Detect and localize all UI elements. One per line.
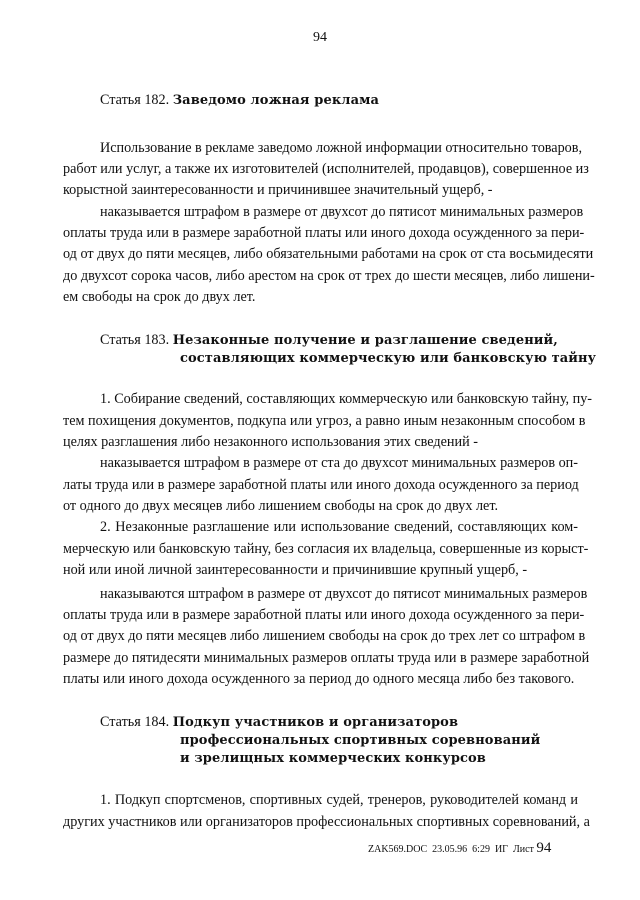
- article-184-title-line-1: Подкуп участников и организаторов: [172, 715, 459, 730]
- a183-line-3: целях разглашения либо незаконного использования этих сведений -: [63, 434, 478, 450]
- a183-line-11: оплаты труда или в размере заработной платы или иного дохода осужденного за пери-: [63, 607, 585, 623]
- article-183-prefix: Статья 183.: [100, 332, 170, 348]
- a183-line-5: латы труда или в размере заработной платы или иного дохода осужденного за период: [63, 477, 579, 493]
- article-184-prefix: Статья 184.: [100, 714, 170, 730]
- a183-line-8: мерческую или банковскую тайну, без согласия их владельца, совершенные из корыст-: [63, 541, 589, 557]
- a182-line-4: наказывается штрафом в размере от двухсот до пятисот минимальных размеров: [100, 204, 584, 220]
- a183-line-2: тем похищения документов, подкупа или угроз, а равно иным незаконным способом в: [63, 413, 586, 429]
- a182-line-7: до двухсот сорока часов, либо арестом на срок от трех до шести месяцев, либо лишени-: [63, 268, 595, 284]
- a182-line-5: оплаты труда или в размере заработной платы или иного дохода осужденного за пери-: [63, 225, 585, 241]
- footer-initials: ИГ: [494, 844, 508, 855]
- a183-line-1: 1. Собирание сведений, составляющих коммерческую или банковскую тайну, пу-: [100, 391, 593, 407]
- footer-date: 23.05.96: [432, 844, 468, 855]
- a184-line-1: 1. Подкуп спортсменов, спортивных судей, тренеров, руководителей команд и: [100, 792, 578, 808]
- article-183-title-line-2-wrap: [180, 348, 596, 369]
- a184-line-2: других участников или организаторов профессиональных спортивных соревнований, а: [63, 814, 590, 830]
- a182-line-2: работ или услуг, а также их изготовителей (исполнителей, продавцов), совершенное из: [63, 161, 589, 177]
- a183-line-14: платы или иного дохода осужденного за период до одного месяца либо без такового.: [63, 671, 575, 687]
- article-184-title-line-2: профессиональных спортивных соревнований: [180, 733, 541, 748]
- article-183-title-line-2: составляющих коммерческую или банковскую тайну: [180, 351, 597, 366]
- footer-sheet-number: 94: [536, 840, 552, 856]
- a182-line-6: од от двух до пяти месяцев, либо обязательными работами на срок от ста восьмидесяти: [63, 246, 594, 262]
- a183-line-9: ной или иной личной заинтересованности и причинившие крупный ущерб, -: [63, 562, 528, 578]
- a183-line-10: наказываются штрафом в размере от двухсот до пятисот минимальных размеров: [100, 586, 588, 602]
- article-182-prefix: Статья 182.: [100, 92, 170, 108]
- article-182-heading: [100, 90, 379, 111]
- page-number: 94: [313, 30, 327, 45]
- article-184-title-line-3: и зрелищных коммерческих конкурсов: [180, 751, 486, 766]
- a182-line-8: ем свободы на срок до двух лет.: [63, 289, 256, 305]
- footer-sheet-label: Лист: [512, 844, 534, 855]
- a182-line-1: Использование в рекламе заведомо ложной информации относительно товаров,: [100, 140, 583, 156]
- a183-line-12: од от двух до пяти месяцев либо лишением свободы на срок до трех лет со штрафом в: [63, 628, 586, 644]
- a182-line-3: корыстной заинтересованности и причинившее значительный ущерб, -: [63, 182, 493, 198]
- article-182-title: Заведомо ложная реклама: [172, 93, 380, 108]
- document-footer: [368, 840, 551, 857]
- a183-line-4: наказывается штрафом в размере от ста до двухсот минимальных размеров оп-: [100, 455, 578, 471]
- article-183-title-line-1: Незаконные получение и разглашение сведений,: [172, 333, 558, 348]
- a183-line-7: 2. Незаконные разглашение или использование сведений, составляющих ком-: [100, 519, 578, 535]
- a183-line-6: от одного до двух месяцев либо лишением свободы на срок до двух лет.: [63, 498, 499, 514]
- article-184-title-line-3-wrap: [180, 748, 486, 769]
- footer-time: 6:29: [472, 844, 490, 855]
- footer-doc-name: ZAK569.DOC: [368, 844, 428, 855]
- a183-line-13: размере до пятидесяти минимальных размеров оплаты труда или в размере заработной: [63, 650, 590, 666]
